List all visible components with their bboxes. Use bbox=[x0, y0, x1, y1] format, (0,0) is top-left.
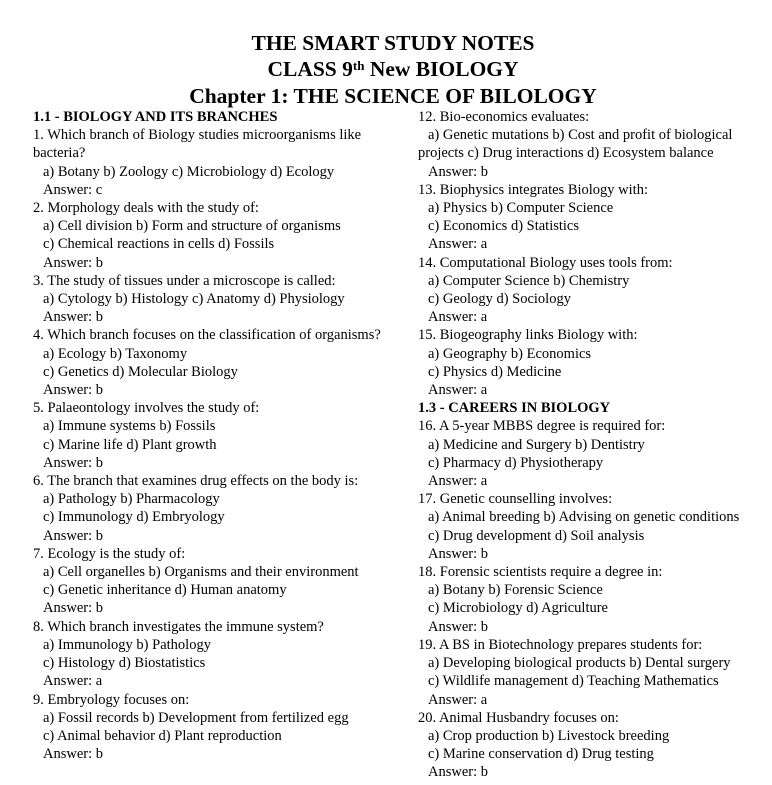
question-text: 13. Biophysics integrates Biology with: bbox=[418, 181, 648, 198]
question-answer: Answer: b bbox=[43, 746, 104, 763]
question-answer: Answer: b bbox=[428, 764, 489, 781]
question-answer: Answer: b bbox=[43, 254, 104, 271]
question-answer: Answer: b bbox=[43, 527, 104, 544]
question-options: a) Medicine and Surgery b) Dentistry bbox=[428, 436, 645, 453]
question-text: 19. A BS in Biotechnology prepares students for: bbox=[418, 636, 703, 653]
class-prefix: CLASS 9 bbox=[267, 57, 353, 81]
question-text: 9. Embryology focuses on: bbox=[33, 691, 190, 708]
question-options: a) Genetic mutations b) Cost and profit of biological projects c) Drug interactions d) Ecosystem balance bbox=[418, 127, 733, 162]
question-answer: Answer: a bbox=[428, 382, 488, 399]
question-text: 12. Bio-economics evaluates: bbox=[418, 109, 590, 125]
question-options: c) Economics d) Statistics bbox=[428, 218, 580, 235]
question-options: c) Wildlife management d) Teaching Mathematics bbox=[428, 673, 719, 690]
question-options: a) Computer Science b) Chemistry bbox=[428, 272, 630, 289]
question-options: c) Genetics d) Molecular Biology bbox=[43, 363, 238, 380]
question-options: a) Pathology b) Pharmacology bbox=[43, 491, 220, 508]
question-answer: Answer: b bbox=[43, 454, 104, 471]
question-answer: Answer: b bbox=[428, 545, 489, 562]
question-options: a) Immune systems b) Fossils bbox=[43, 418, 216, 435]
question-options: a) Botany b) Zoology c) Microbiology d) Ecology bbox=[43, 163, 335, 180]
question-answer: Answer: b bbox=[43, 309, 104, 326]
question-text: 17. Genetic counselling involves: bbox=[418, 491, 613, 508]
question-options: a) Animal breeding b) Advising on genetic conditions bbox=[428, 509, 740, 526]
section-number: 1.3 bbox=[418, 400, 437, 417]
question-text: 7. Ecology is the study of: bbox=[33, 545, 186, 562]
question-options: c) Drug development d) Soil analysis bbox=[428, 527, 645, 544]
question-options: c) Physics d) Medicine bbox=[428, 363, 562, 380]
class-suffix: New BIOLOGY bbox=[364, 57, 519, 81]
question-options: c) Chemical reactions in cells d) Fossils bbox=[43, 236, 275, 253]
question-text: 1. Which branch of Biology studies microorganisms like bacteria? bbox=[33, 127, 362, 162]
question-text: 6. The branch that examines drug effects on the body is: bbox=[33, 473, 359, 490]
section-title: - BIOLOGY AND ITS BRANCHES bbox=[51, 109, 278, 125]
question-options: c) Marine conservation d) Drug testing bbox=[428, 746, 654, 763]
question-answer: Answer: a bbox=[43, 673, 103, 690]
question-text: 16. A 5-year MBBS degree is required for: bbox=[418, 418, 666, 435]
question-answer: Answer: a bbox=[428, 691, 488, 708]
class-heading bbox=[0, 56, 772, 82]
question-answer: Answer: b bbox=[43, 600, 104, 617]
section-heading bbox=[418, 399, 768, 417]
question-text: 4. Which branch focuses on the classification of organisms? bbox=[33, 327, 381, 344]
question-answer: Answer: a bbox=[428, 236, 488, 253]
question-options: a) Fossil records b) Development from fertilized egg bbox=[43, 709, 349, 726]
question-answer: Answer: a bbox=[428, 473, 488, 490]
question-options: a) Botany b) Forensic Science bbox=[428, 582, 603, 599]
question-options: c) Genetic inheritance d) Human anatomy bbox=[43, 582, 287, 599]
question-options: c) Histology d) Biostatistics bbox=[43, 655, 206, 672]
question-text: 5. Palaeontology involves the study of: bbox=[33, 400, 260, 417]
question-options: a) Developing biological products b) Dental surgery bbox=[428, 655, 731, 672]
question-options: a) Immunology b) Pathology bbox=[43, 636, 211, 653]
question-answer: Answer: b bbox=[428, 618, 489, 635]
question-answer: Answer: b bbox=[43, 382, 104, 399]
question-text: 20. Animal Husbandry focuses on: bbox=[418, 709, 619, 726]
document-title: THE SMART STUDY NOTES bbox=[251, 31, 535, 55]
question-options: c) Immunology d) Embryology bbox=[43, 509, 225, 526]
question-options: a) Cell division b) Form and structure of organisms bbox=[43, 218, 341, 235]
question-text: 15. Biogeography links Biology with: bbox=[418, 327, 638, 344]
question-options: a) Cytology b) Histology c) Anatomy d) Physiology bbox=[43, 291, 345, 308]
right-column bbox=[418, 108, 768, 782]
question-text: 2. Morphology deals with the study of: bbox=[33, 200, 259, 217]
chapter-heading: Chapter 1: THE SCIENCE OF BILOLOGY bbox=[189, 84, 597, 108]
question-text: 14. Computational Biology uses tools from: bbox=[418, 254, 673, 271]
question-options: a) Geography b) Economics bbox=[428, 345, 592, 362]
section-title: - CAREERS IN BIOLOGY bbox=[436, 400, 611, 417]
question-options: a) Cell organelles b) Organisms and their environment bbox=[43, 564, 359, 581]
question-text: 18. Forensic scientists require a degree in: bbox=[418, 564, 663, 581]
question-answer: Answer: a bbox=[428, 309, 488, 326]
question-options: a) Physics b) Computer Science bbox=[428, 200, 614, 217]
question-options: c) Pharmacy d) Physiotherapy bbox=[428, 454, 604, 471]
question-options: c) Marine life d) Plant growth bbox=[43, 436, 217, 453]
question-options: c) Animal behavior d) Plant reproduction bbox=[43, 727, 282, 744]
question-options: a) Ecology b) Taxonomy bbox=[43, 345, 188, 362]
class-superscript: th bbox=[352, 58, 365, 73]
question-options: c) Microbiology d) Agriculture bbox=[428, 600, 608, 617]
question-answer: Answer: c bbox=[43, 181, 103, 198]
section-number: 1.1 bbox=[33, 109, 52, 125]
question-answer: Answer: b bbox=[428, 163, 489, 180]
question-text: 8. Which branch investigates the immune system? bbox=[33, 618, 324, 635]
section-heading bbox=[33, 108, 383, 126]
question-options: c) Geology d) Sociology bbox=[428, 291, 571, 308]
question-text: 3. The study of tissues under a microscope is called: bbox=[33, 272, 336, 289]
left-column bbox=[33, 108, 383, 763]
question-options: a) Crop production b) Livestock breeding bbox=[428, 727, 670, 744]
